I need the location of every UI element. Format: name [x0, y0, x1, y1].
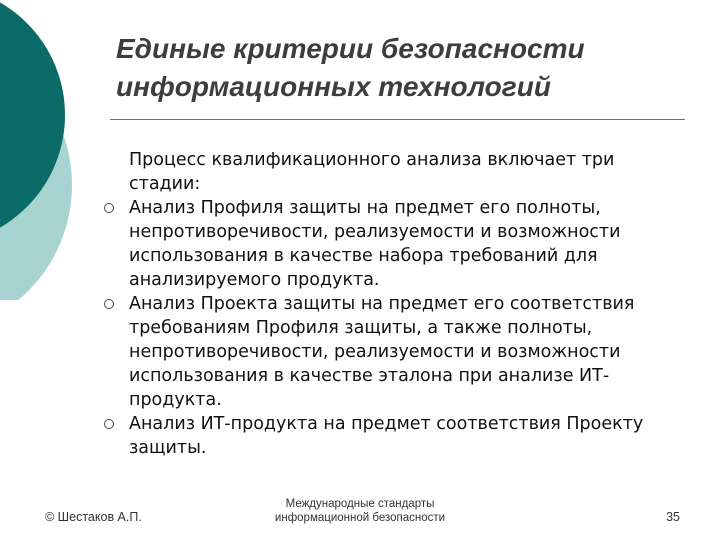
- light-teal-circle: [0, 35, 72, 300]
- title-divider: [110, 119, 685, 120]
- dark-teal-circle: [0, 0, 65, 245]
- hollow-circle-bullet-icon: [104, 203, 114, 213]
- bullet-text-1: Анализ Профиля защиты на предмет его полноты, непротиворечивости, реализуемости и возможности использования в качестве набора требований для анализируемого продукта.: [129, 198, 621, 290]
- footer-author: © Шестаков А.П.: [45, 510, 142, 524]
- slide-body: [104, 148, 679, 460]
- bullet-item-3: [104, 412, 679, 460]
- bullet-text-3: Анализ ИТ-продукта на предмет соответствия Проекту защиты.: [129, 414, 644, 458]
- intro-paragraph: Процесс квалификационного анализа включает три стадии:: [129, 150, 615, 194]
- bullet-text-2: Анализ Проекта защиты на предмет его соответствия требованиям Профиля защиты, а также полноты, непротиворечивости, реализуемости и возможности использования в качестве эталона при анализе ИТ-продукта.: [129, 294, 635, 410]
- slide-title: [116, 30, 696, 106]
- footer-course-title: [250, 497, 470, 525]
- page-number: 35: [666, 510, 680, 524]
- bullet-item-1: [104, 196, 679, 292]
- hollow-circle-bullet-icon: [104, 419, 114, 429]
- slide-title-line-2: информационных технологий: [116, 71, 551, 102]
- bullet-item-2: [104, 292, 679, 412]
- footer-course-line-1: Международные стандарты: [285, 498, 435, 510]
- decorative-circles: [0, 0, 120, 300]
- footer-course-line-2: информационной безопасности: [274, 512, 446, 524]
- slide-title-line-1: Единые критерии безопасности: [116, 33, 585, 64]
- hollow-circle-bullet-icon: [104, 299, 114, 309]
